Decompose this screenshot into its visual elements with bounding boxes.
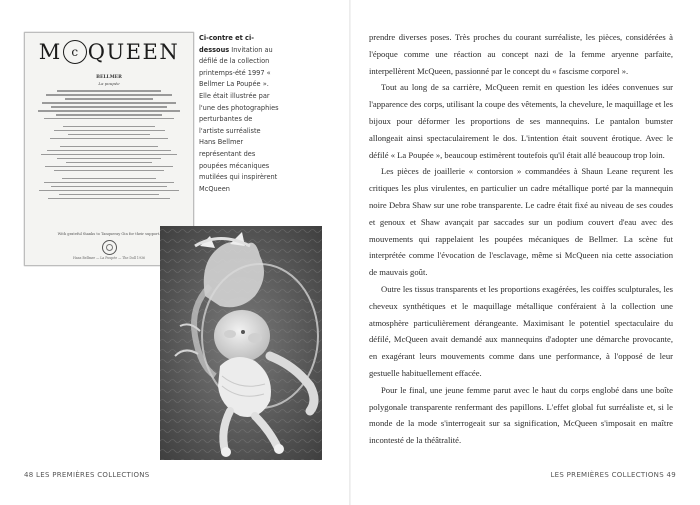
paragraph: prendre diverses poses. Très proches du courant surréaliste, les pièces, considérées à l'époque comme une réaction au concept nazi de la femme aryenne parfaite, interpellèrent McQueen, passionné par le concept du « fascisme corporel ». xyxy=(369,32,673,76)
caption-body: Invitation au défilé de la collection printemps-été 1997 « Bellmer La Poupée ». Elle était illustrée par l'une des photographies perturbantes de l'artiste surréaliste Hans Bellmer représentant des poupées mécaniques mutilées qui inspirèrent McQueen xyxy=(199,45,279,193)
paragraph: Outre les tissus transparents et les proportions exagérées, les coiffes sculpturales, les cheveux synthétiques et le maquillage métallique conféraient à la collection une atmosphère particulièrement dérangeante. Maximisant le potentiel spectaculaire du défilé, McQueen avait demandé aux mannequins d'adopter une démarche provocante, en exagérant leurs mouvements comme dans une performance, à l'opposé de leur gestuelle habituellement effacée. xyxy=(369,283,673,378)
mcqueen-logo xyxy=(25,40,193,64)
logo-m: M xyxy=(38,40,62,64)
folio-right: LES PREMIÈRES COLLECTIONS 49 xyxy=(550,471,676,479)
invitation-title: BELLMER xyxy=(96,75,122,80)
paragraph: Pour le final, une jeune femme parut avec le haut du corps englobé dans une boîte polygonale transparente renfermant des papillons. L'effet global fut surréaliste et, si le monde de la mode s'interrogeait sur sa signification, McQueen s'imposait en maître incontesté de la théâtralité. xyxy=(369,384,673,446)
paragraph: Les pièces de joaillerie « contorsion » commandées à Shaun Leane reçurent les critiques les plus virulentes, en particulier un cadre métallique porté par la mannequin noire Debra Shaw sur une robe transparente. Le cadre était fixé au niveau de ses coudes et genoux et Shaw avançait par saccades sur un podium couvert d'eau avec des mouvements qui rappelaient les poupées mécaniques de Bellmer. La scène fut interprétée comme l'évocation de l'esclavage, même si McQueen nia cette association de mauvais goût. xyxy=(369,166,673,278)
invitation-credits xyxy=(35,90,183,202)
gutter xyxy=(349,0,351,505)
invitation-base: Hans Bellmer — La Poupée — The Doll 1936 xyxy=(72,256,146,260)
paragraph: Tout au long de sa carrière, McQueen remit en question les idées convenues sur l'apparence des corps, utilisant la coupe des vêtements, la chevelure, le maquillage et les bijoux pour déformer les proportions de ses mannequins. Le pantalon bumster allongeait ainsi spectaculairement le dos. L'intention était souvent érotique. Avec le défilé « La Poupée », beaucoup estimèrent toutefois qu'il était allé beaucoup trop loin. xyxy=(369,82,673,160)
doll-photo-icon xyxy=(160,226,322,460)
caption xyxy=(199,33,279,195)
invitation-footer: With grateful thanks to Tanqueray Gin for their support. xyxy=(57,232,161,236)
logo-mark: c xyxy=(63,40,87,64)
caption-lead: Ci-contre et ci-dessous xyxy=(199,34,254,54)
invitation-subtitle: La poupée xyxy=(98,81,120,86)
body-text xyxy=(369,29,673,449)
logo-queen: QUEEN xyxy=(87,40,180,64)
bellmer-doll-photo xyxy=(160,226,322,460)
seal-icon xyxy=(102,240,117,255)
folio-left: 48 LES PREMIÈRES COLLECTIONS xyxy=(24,471,150,479)
